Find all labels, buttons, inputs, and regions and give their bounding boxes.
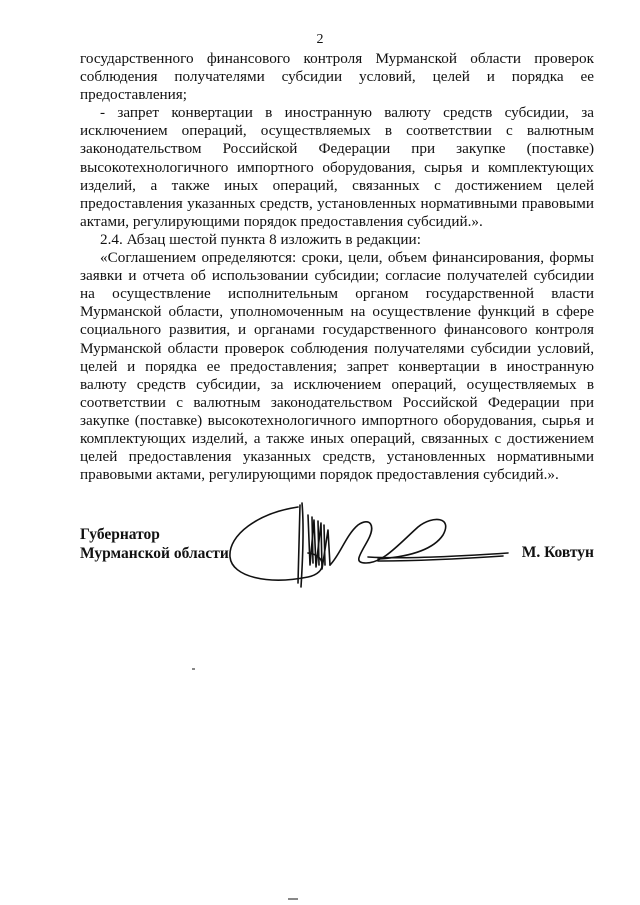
signer-position	[80, 525, 229, 563]
paragraph-currency-ban: - запрет конвертации в иностранную валюту средств субсидии, за исключением операций, осуществляемых в соответствии с валютным законодательством Российской Федерации при закупке (поставке) высокотехнологичного импортного оборудования, сырья и комплектующих изделий, а также иных операций, связанных с достижением целей предоставления указанных средств, установленных нормативными правовыми актами, регулирующими порядок предоставления субсидий.».	[80, 104, 594, 230]
paragraph-amendment-heading: 2.4. Абзац шестой пункта 8 изложить в редакции:	[100, 230, 421, 248]
page-number: 2	[316, 32, 324, 47]
scan-speck	[192, 668, 195, 670]
signer-name: М. Ковтун	[521, 544, 594, 561]
scan-speck	[288, 898, 298, 900]
signature-block	[80, 495, 594, 595]
paragraph-continuation: государственного финансового контроля Мурманской области проверок соблюдения получателями субсидии условий, целей и порядка ее предоставления;	[80, 50, 594, 104]
paragraph-agreement-clause: «Соглашением определяются: сроки, цели, объем финансирования, формы заявки и отчета об использовании субсидии; согласие получателей субсидии на осуществление исполнительным органом государственной власти Мурманской области, уполномоченным на осуществление функций в сфере социального развития, и органами государственного финансового контроля Мурманской области проверок соблюдения получателями субсидии условий, целей и порядка ее предоставления; запрет конвертации в иностранную валюту средств субсидии, за исключением операций, осуществляемых в соответствии с валютным законодательством Российской Федерации при закупке (поставке) высокотехнологичного импортного оборудования, сырья и комплектующих изделий, а также иных операций, связанных с достижением целей предоставления указанных средств, установленных нормативными правовыми актами, регулирующими порядок предоставления субсидий.».	[80, 249, 594, 484]
handwritten-signature	[218, 495, 518, 595]
signer-position-line1: Губернатор	[80, 526, 160, 543]
signer-position-line2: Мурманской области	[80, 545, 229, 562]
document-body	[80, 50, 594, 484]
